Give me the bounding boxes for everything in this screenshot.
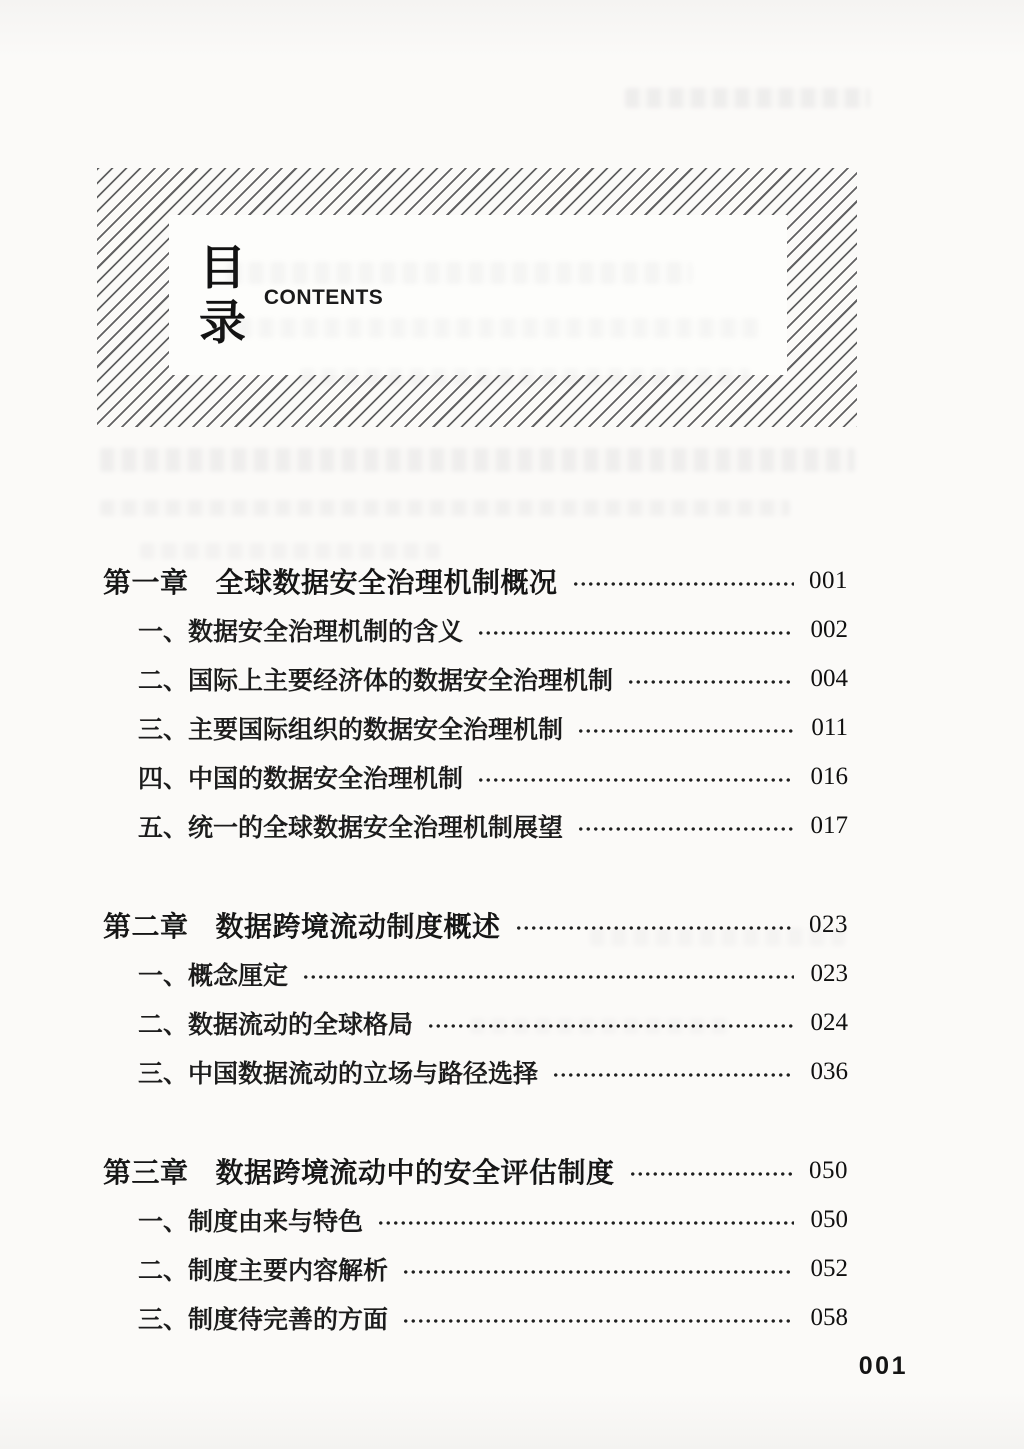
dot-leader bbox=[402, 1315, 794, 1327]
item-title: 二、数据流动的全球格局 bbox=[138, 1010, 414, 1039]
bleed-through-artifact bbox=[625, 88, 870, 108]
toc-item-row bbox=[103, 1047, 848, 1096]
toc-chapter-row bbox=[103, 1146, 848, 1195]
dot-leader bbox=[577, 725, 794, 737]
chapter-label: 第三章 bbox=[103, 1156, 189, 1188]
page-number: 024 bbox=[810, 1008, 848, 1036]
page-number: 023 bbox=[809, 910, 848, 938]
page-number: 023 bbox=[810, 959, 848, 987]
page-number: 016 bbox=[810, 762, 848, 790]
chapter-label: 第二章 bbox=[103, 910, 189, 942]
dot-leader bbox=[302, 971, 794, 983]
dot-leader bbox=[572, 578, 794, 590]
dot-leader bbox=[552, 1069, 794, 1081]
item-title: 一、概念厘定 bbox=[138, 961, 289, 990]
dot-leader bbox=[629, 1168, 794, 1180]
toc-item-row bbox=[103, 654, 848, 703]
page-number: 002 bbox=[810, 615, 848, 643]
item-title: 二、国际上主要经济体的数据安全治理机制 bbox=[138, 666, 614, 695]
page-number: 050 bbox=[810, 1205, 848, 1233]
folio-page-number: 001 bbox=[858, 1352, 908, 1380]
item-title: 四、中国的数据安全治理机制 bbox=[138, 764, 464, 793]
toc-item-row bbox=[103, 1293, 848, 1342]
toc-item-row bbox=[103, 752, 848, 801]
dot-leader bbox=[577, 823, 794, 835]
item-title: 三、主要国际组织的数据安全治理机制 bbox=[138, 715, 564, 744]
page-number: 001 bbox=[809, 566, 848, 594]
page-number: 052 bbox=[810, 1254, 848, 1282]
item-title: 三、中国数据流动的立场与路径选择 bbox=[138, 1059, 539, 1088]
contents-banner bbox=[97, 168, 857, 427]
contents-banner-box bbox=[169, 215, 787, 375]
toc-item-row bbox=[103, 998, 848, 1047]
item-title: 一、数据安全治理机制的含义 bbox=[138, 617, 464, 646]
dot-leader bbox=[477, 774, 794, 786]
toc-item-row bbox=[103, 1195, 848, 1244]
toc-item-row bbox=[103, 949, 848, 998]
table-of-contents bbox=[103, 556, 848, 1342]
chapter-title: 全球数据安全治理机制概况 bbox=[215, 566, 558, 598]
toc-item-row bbox=[103, 605, 848, 654]
page-number: 011 bbox=[811, 713, 848, 741]
dot-leader bbox=[477, 627, 794, 639]
toc-item-row bbox=[103, 1244, 848, 1293]
item-title: 三、制度待完善的方面 bbox=[138, 1305, 389, 1334]
contents-title-chinese: 目录 bbox=[199, 240, 246, 349]
dot-leader bbox=[427, 1020, 794, 1032]
dot-leader bbox=[627, 676, 794, 688]
contents-title-english: CONTENTS bbox=[263, 286, 384, 309]
page-number: 058 bbox=[810, 1303, 848, 1331]
dot-leader bbox=[377, 1217, 794, 1229]
toc-item-row bbox=[103, 801, 848, 850]
page-number: 036 bbox=[810, 1057, 848, 1085]
item-title: 五、统一的全球数据安全治理机制展望 bbox=[138, 813, 564, 842]
chapter-title: 数据跨境流动中的安全评估制度 bbox=[215, 1156, 615, 1188]
bleed-through-artifact bbox=[100, 500, 790, 516]
chapter-label: 第一章 bbox=[103, 566, 189, 598]
toc-chapter-row bbox=[103, 556, 848, 605]
toc-item-row bbox=[103, 703, 848, 752]
item-title: 一、制度由来与特色 bbox=[138, 1207, 364, 1236]
chapter-title: 数据跨境流动制度概述 bbox=[215, 910, 501, 942]
page-number: 004 bbox=[810, 664, 848, 692]
page-number: 050 bbox=[809, 1156, 848, 1184]
item-title: 二、制度主要内容解析 bbox=[138, 1256, 389, 1285]
page-number: 017 bbox=[810, 811, 848, 839]
dot-leader bbox=[402, 1266, 794, 1278]
bleed-through-artifact bbox=[100, 448, 855, 472]
toc-chapter-row bbox=[103, 900, 848, 949]
dot-leader bbox=[515, 922, 794, 934]
